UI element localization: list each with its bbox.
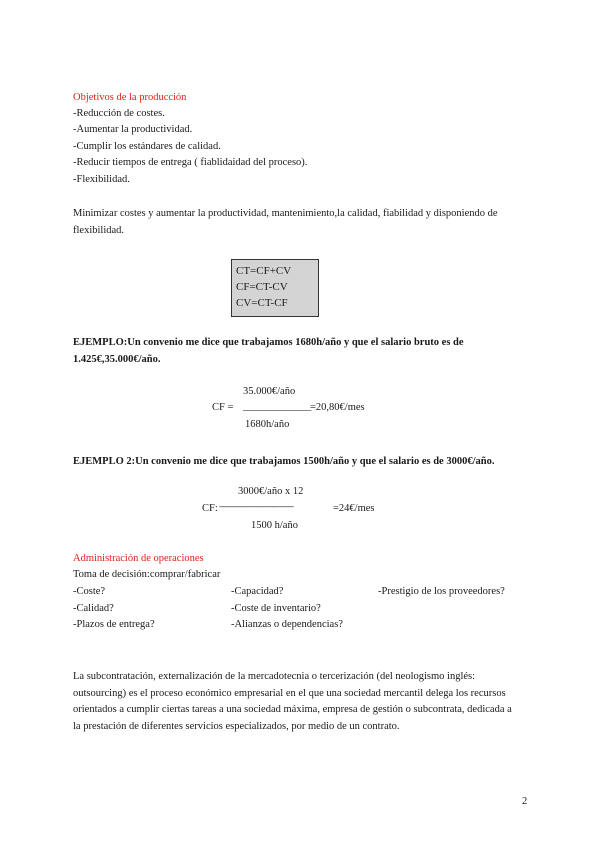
operations-heading: Administración de operaciones [73, 553, 204, 564]
example2-text: EJEMPLO 2:Un convenio me dice que trabajamos 1500h/año y que el salario es de 3000€/año. [73, 456, 495, 467]
operations-subheading: Toma de decisión:comprar/fabricar [73, 569, 221, 580]
example1-result: =20,80€/mes [310, 402, 365, 413]
operations-item: -Alianzas o dependencias? [231, 619, 343, 630]
formula: CT=CF+CV [236, 265, 292, 277]
operations-column-3 [378, 584, 505, 601]
example2-numerator: 3000€/año x 12 [238, 486, 304, 497]
example1-fraction-line: _____________ [243, 401, 312, 412]
example1-denominator: 1680h/año [245, 419, 290, 430]
example2-result: =24€/mes [333, 503, 375, 514]
outsourcing-line: orientados a cumplir ciertas tareas a una sociedad máxima, empresa de gestión o subcontrata, dedicada a [73, 704, 512, 715]
operations-column-1 [73, 584, 155, 634]
page-number: 2 [522, 796, 528, 807]
objective-item: -Flexibilidad. [73, 174, 130, 185]
operations-item: -Calidad? [73, 602, 114, 614]
formula: CF=CT-CV [236, 281, 288, 293]
operations-column-2 [231, 584, 343, 634]
example1-text: EJEMPLO:Un convenio me dice que trabajamos 1680h/año y que el salario bruto es de [73, 337, 464, 348]
operations-item: -Prestigio de los proveedores? [378, 586, 505, 597]
example1-numerator: 35.000€/año [243, 386, 296, 397]
objective-item: -Aumentar la productividad. [73, 124, 193, 135]
objective-item: -Cumplir los estándares de calidad. [73, 141, 221, 152]
example2-fraction-line: ------------------------------------ [219, 502, 294, 511]
outsourcing-line: la prestación de diferentes servicios especializados, por medio de un contrato. [73, 721, 400, 732]
operations-item: -Coste de inventario? [231, 602, 321, 614]
operations-item: -Coste? [73, 586, 106, 597]
example1-lhs: CF = [212, 402, 234, 413]
objective-item: -Reducción de costes. [73, 108, 165, 119]
summary-line: Minimizar costes y aumentar la productividad, mantenimiento,la calidad, fiabilidad y disponiendo de [73, 208, 498, 219]
summary-line: flexibilidad. [73, 225, 125, 236]
outsourcing-line: La subcontratación, externalización de la mercadotecnia o tercerización (del neologismo inglés: [73, 671, 476, 682]
operations-item: -Capacidad? [231, 586, 284, 597]
operations-item: -Plazos de entrega? [73, 619, 155, 630]
example1-text: 1.425€,35.000€/año. [73, 354, 161, 365]
formula: CV=CT-CF [236, 297, 288, 309]
objectives-heading: Objetivos de la producción [73, 92, 187, 103]
example2-denominator: 1500 h/año [251, 520, 298, 531]
example2-lhs: CF: [202, 503, 218, 514]
formula-box [231, 259, 319, 317]
outsourcing-line: outsourcing) es el proceso económico empresarial en el que una sociedad mercantil delega los recursos [73, 688, 506, 699]
objective-item: -Reducir tiempos de entrega ( fiablidaidad del proceso). [73, 157, 308, 168]
